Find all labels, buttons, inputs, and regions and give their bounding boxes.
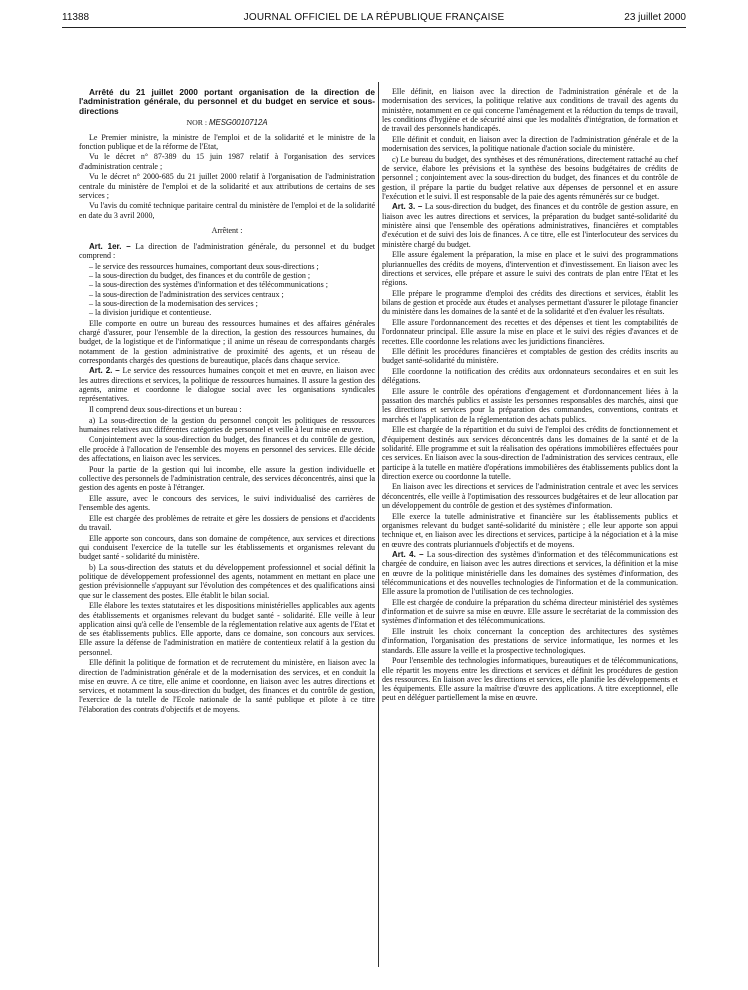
article-1-label: Art. 1er. – [89,241,131,251]
paragraph: a) La sous-direction de la gestion du personnel conçoit les politiques de ressources humaines relatives aux différentes catégories de personnel et veille à leur mise en œuvre. [79,415,375,434]
article-4-text: La sous-direction des systèmes d'information et des télécommunications est chargée de conduire, en liaison avec les autres directions et services, la définition et la mise en œuvre de la politique ministérielle dans les domaines des systèmes d'information, des télécommunications et des nouvelles technologies de l'information et de la communication. Elle assure la promotion de l'utilisation de ces technologies. [382,550,678,597]
intro-paragraph: Vu l'avis du comité technique paritaire central du ministère de l'emploi et de la solidarité en date du 3 avril 2000, [79,201,375,220]
article-4-label: Art. 4. – [392,550,424,560]
paragraph: c) Le bureau du budget, des synthèses et des rémunérations, directement rattaché au chef de service, élabore les prévisions et la synthèse des besoins budgétaires de crédits de personnel ; conjointement avec la sous-direction du budget, des finances et du contrôle de gestion, il prépare la partie du budget relative aux dépenses de personnel et en assure l'exécution et le suivi. Il est responsable de la paie des agents rémunérés sur ce budget. [382,154,678,201]
article-4 [382,550,678,596]
list-item: – la sous-direction du budget, des finances et du contrôle de gestion ; [89,271,311,281]
intro-paragraph: Le Premier ministre, la ministre de l'emploi et de la solidarité et le ministre de la fonction publique et de la réforme de l'Etat, [79,132,375,151]
list-item: – la sous-direction de l'administration des services centraux ; [89,289,284,299]
paragraph: Elle assure également la préparation, la mise en place et le suivi des programmations pluriannuelles des crédits de moyens, d'intervention et d'investissement. En liaison avec les directions et services, elle prépare et assure le suivi des contrats de plan entre l'Etat et les régions. [382,250,678,288]
paragraph: Conjointement avec la sous-direction du budget, des finances et du contrôle de gestion, elle procède à l'allocation de l'ensemble des moyens en personnel des services. Elle décide des affectations, en liaison avec les services. [79,435,375,463]
paragraph: Elle exerce la tutelle administrative et financière sur les établissements publics et organismes relevant du budget santé-solidarité du ministère ; elle leur apporte son appui technique et, en liaison avec les directions et services, participe à la négociation et à la mise en œuvre des contrats pluriannuels d'objectifs et de moyens. [382,511,678,549]
paragraph: En liaison avec les directions et services de l'administration centrale et avec les services déconcentrés, elle veille à l'optimisation des ressources budgétaires et de leur allocation par un développement du contrôle de gestion et des systèmes d'information. [382,482,678,511]
arretent-heading: Arrêtent : [211,226,243,236]
decree-title: Arrêté du 21 juillet 2000 portant organisation de la direction de l'administration générale, du personnel et du budget en service et sous-directions [79,87,375,116]
paragraph: Elle définit les procédures financières et comptables de gestion des crédits inscrits au budget santé-solidarité du ministère. [382,347,678,366]
article-3 [382,202,678,248]
paragraph: b) La sous-direction des statuts et du développement professionnel et social définit la politique de développement professionnel des agents, notamment en mettant en place une gestion prévisionnelle s'appuyant sur l'évolution des compétences et des qualifications ainsi que sur le classement des postes. Elle établit le bilan social. [79,562,375,600]
paragraph: Elle est chargée de la répartition et du suivi de l'emploi des crédits de fonctionnement et d'équipement destinés aux services déconcentrés dans les domaines de la santé et de la solidarité. Elle programme et suit la réalisation des opérations immobilières effectuées pour ces services. En liaison avec la sous-direction de l'administration des services centraux, elle participe à la tutelle en matière d'opérations immobilières des établissements publics dont la direction exerce ou coordonne la tutelle. [382,425,678,481]
nor-reference [79,118,375,127]
column-divider [378,82,379,967]
paragraph: Elle assure, avec le concours des services, le suivi individualisé des carrières de l'ensemble des agents. [79,493,375,513]
paragraph: Elle comporte en outre un bureau des ressources humaines et des affaires générales chargé d'assurer, pour l'ensemble de la direction, la gestion des ressources humaines, du budget, de la logistique et de l'informatique ; il anime un réseau de correspondants chargés notamment de la gestion administrative de proximité des agents, et un réseau de correspondants chargés des questions de bureautique, placés dans chaque service. [79,318,375,365]
page-number: 11388 [62,12,90,23]
article-3-label: Art. 3. – [392,202,423,212]
list-item: – la sous-direction de la modernisation des services ; [89,299,258,309]
paragraph: Elle élabore les textes statutaires et les dispositions ministérielles applicables aux agents des établissements et organismes relevant du budget santé - solidarité. Elle veille à leur application ainsi qu'à celle de l'ensemble de la réglementation relative aux agents de l'Etat et de ses établissements publics. Elle apporte, dans ce domaine, son concours aux services. Elle assure la défense de l'administration en matière de contentieux relatif à la gestion du personnel. [79,601,375,657]
issue-date: 23 juillet 2000 [624,12,686,23]
paragraph: Elle est chargée des problèmes de retraite et gère les dossiers de pensions et d'accidents du travail. [79,513,375,532]
left-column [79,88,375,715]
list-item: – la division juridique et contentieuse. [89,308,212,318]
nor-label: NOR : [186,118,208,128]
nor-code: MESG0010712A [209,118,268,128]
paragraph: Elle définit et conduit, en liaison avec la direction de l'administration générale et de la modernisation des services, la politique nationale d'action sociale du ministère. [382,134,678,154]
article-1-text: La direction de l'administration générale, du personnel et du budget comprend : [79,241,375,261]
paragraph: Elle définit la politique de formation et de recrutement du ministère, en liaison avec la direction de l'administration générale et de la modernisation des services, et en conduit la mise en œuvre. A ce titre, elle anime et coordonne, en liaison avec les autres directions et services, et notamment la sous-direction du budget, des finances et du contrôle de gestion, l'exercice de la tutelle de l'Ecole nationale de la santé publique et pilote à ce titre l'élaboration des contrats d'objectifs et de moyens. [79,658,375,714]
intro-paragraph: Vu le décret n° 87-389 du 15 juin 1987 relatif à l'organisation des services d'administration centrale ; [79,152,375,171]
list-item: – le service des ressources humaines, comportant deux sous-directions ; [89,261,319,271]
paragraph: Elle coordonne la notification des crédits aux ordonnateurs secondaires et en suit les délégations. [382,366,678,386]
article-2-label: Art. 2. – [89,366,120,376]
paragraph: Elle définit, en liaison avec la direction de l'administration générale et de la modernisation des services, la politique relative aux conditions de travail des agents du ministère, notamment en ce qui concerne l'aménagement et la réduction du temps de travail, les conditions d'hygiène et de sécurité ainsi que les modalités d'intégration, de formation et de travail des personnels handicapés. [382,87,678,134]
paragraph: Elle assure le contrôle des opérations d'engagement et d'ordonnancement liées à la passation des marchés publics et assiste les personnes responsables des marchés, ainsi que les directions et services pour la préparation des commandes, conventions, contrats et marchés et l'application de la réglementation des achats publics. [382,386,678,424]
article-2-text: Le service des ressources humaines conçoit et met en œuvre, en liaison avec les autres directions et services, la politique de ressources humaines. Il assure la gestion des agents, anime et coordonne le dialogue social avec les organisations syndicales représentatives. [79,366,375,404]
paragraph: Elle est chargée de conduire la préparation du schéma directeur ministériel des systèmes d'information et de suivre sa mise en œuvre. Elle assure le secrétariat de la commission des systèmes d'information et des télécommunications. [382,597,678,626]
intro-paragraph: Vu le décret n° 2000-685 du 21 juillet 2000 relatif à l'organisation de l'administration centrale du ministère de l'emploi et de la solidarité et aux attributions de certains de ses services ; [79,172,375,200]
paragraph: Elle apporte son concours, dans son domaine de compétence, aux services et directions qui conduisent l'exercice de la tutelle sur les établissements et organismes relevant du budget santé - solidarité du ministère. [79,533,375,562]
paragraph: Pour l'ensemble des technologies informatiques, bureautiques et de télécommunications, elle répartit les moyens entre les directions et services et définit les procédures de gestion des ressources. En liaison avec les directions et services, elle planifie les développements et les équipements. Elle assure la maîtrise d'œuvre des applications. A titre exceptionnel, elle peut en déléguer partiellement la mise en œuvre. [382,656,678,703]
paragraph: Il comprend deux sous-directions et un bureau : [89,404,242,414]
article-3-text: La sous-direction du budget, des finances et du contrôle de gestion assure, en liaison avec les autres directions et services, la préparation du budget santé-solidarité du ministère ainsi que l'ensemble des opérations administratives, financières et comptables d'exécution et de suivi des lois de finances. A ce titre, elle est l'interlocuteur des services du ministère chargé du budget. [382,202,679,249]
list-item: – la sous-direction des systèmes d'information et des télécommunications ; [89,280,328,290]
paragraph: Pour la partie de la gestion qui lui incombe, elle assure la gestion individuelle et collective des personnels de l'administration centrale, des services déconcentrés, ainsi que la gestion des agents en poste à l'étranger. [79,464,375,493]
journal-title: JOURNAL OFFICIEL DE LA RÉPUBLIQUE FRANÇAISE [243,12,505,23]
paragraph: Elle assure l'ordonnancement des recettes et des dépenses et tient les comptabilités de l'ordonnateur principal. Elle assure la mise en place et le suivi des régies d'avances et de recettes. Elle coordonne les relations avec les juridictions financières. [382,317,678,346]
article-1 [79,242,375,261]
article-1-list [79,262,375,318]
right-column [382,87,678,704]
paragraph: Elle prépare le programme d'emploi des crédits des directions et services, établit les bilans de gestion et procède aux études et analyses permettant d'assurer le pilotage financier du ministère dans les domaines de la santé et de la solidarité et d'en évaluer les résultats. [382,288,678,317]
page-header [62,11,686,28]
article-2 [79,366,375,403]
paragraph: Elle instruit les choix concernant la conception des architectures des systèmes d'information, l'organisation des prestations de service informatique, les normes et les standards. Elle assure la veille et la prospective technologiques. [382,627,678,655]
